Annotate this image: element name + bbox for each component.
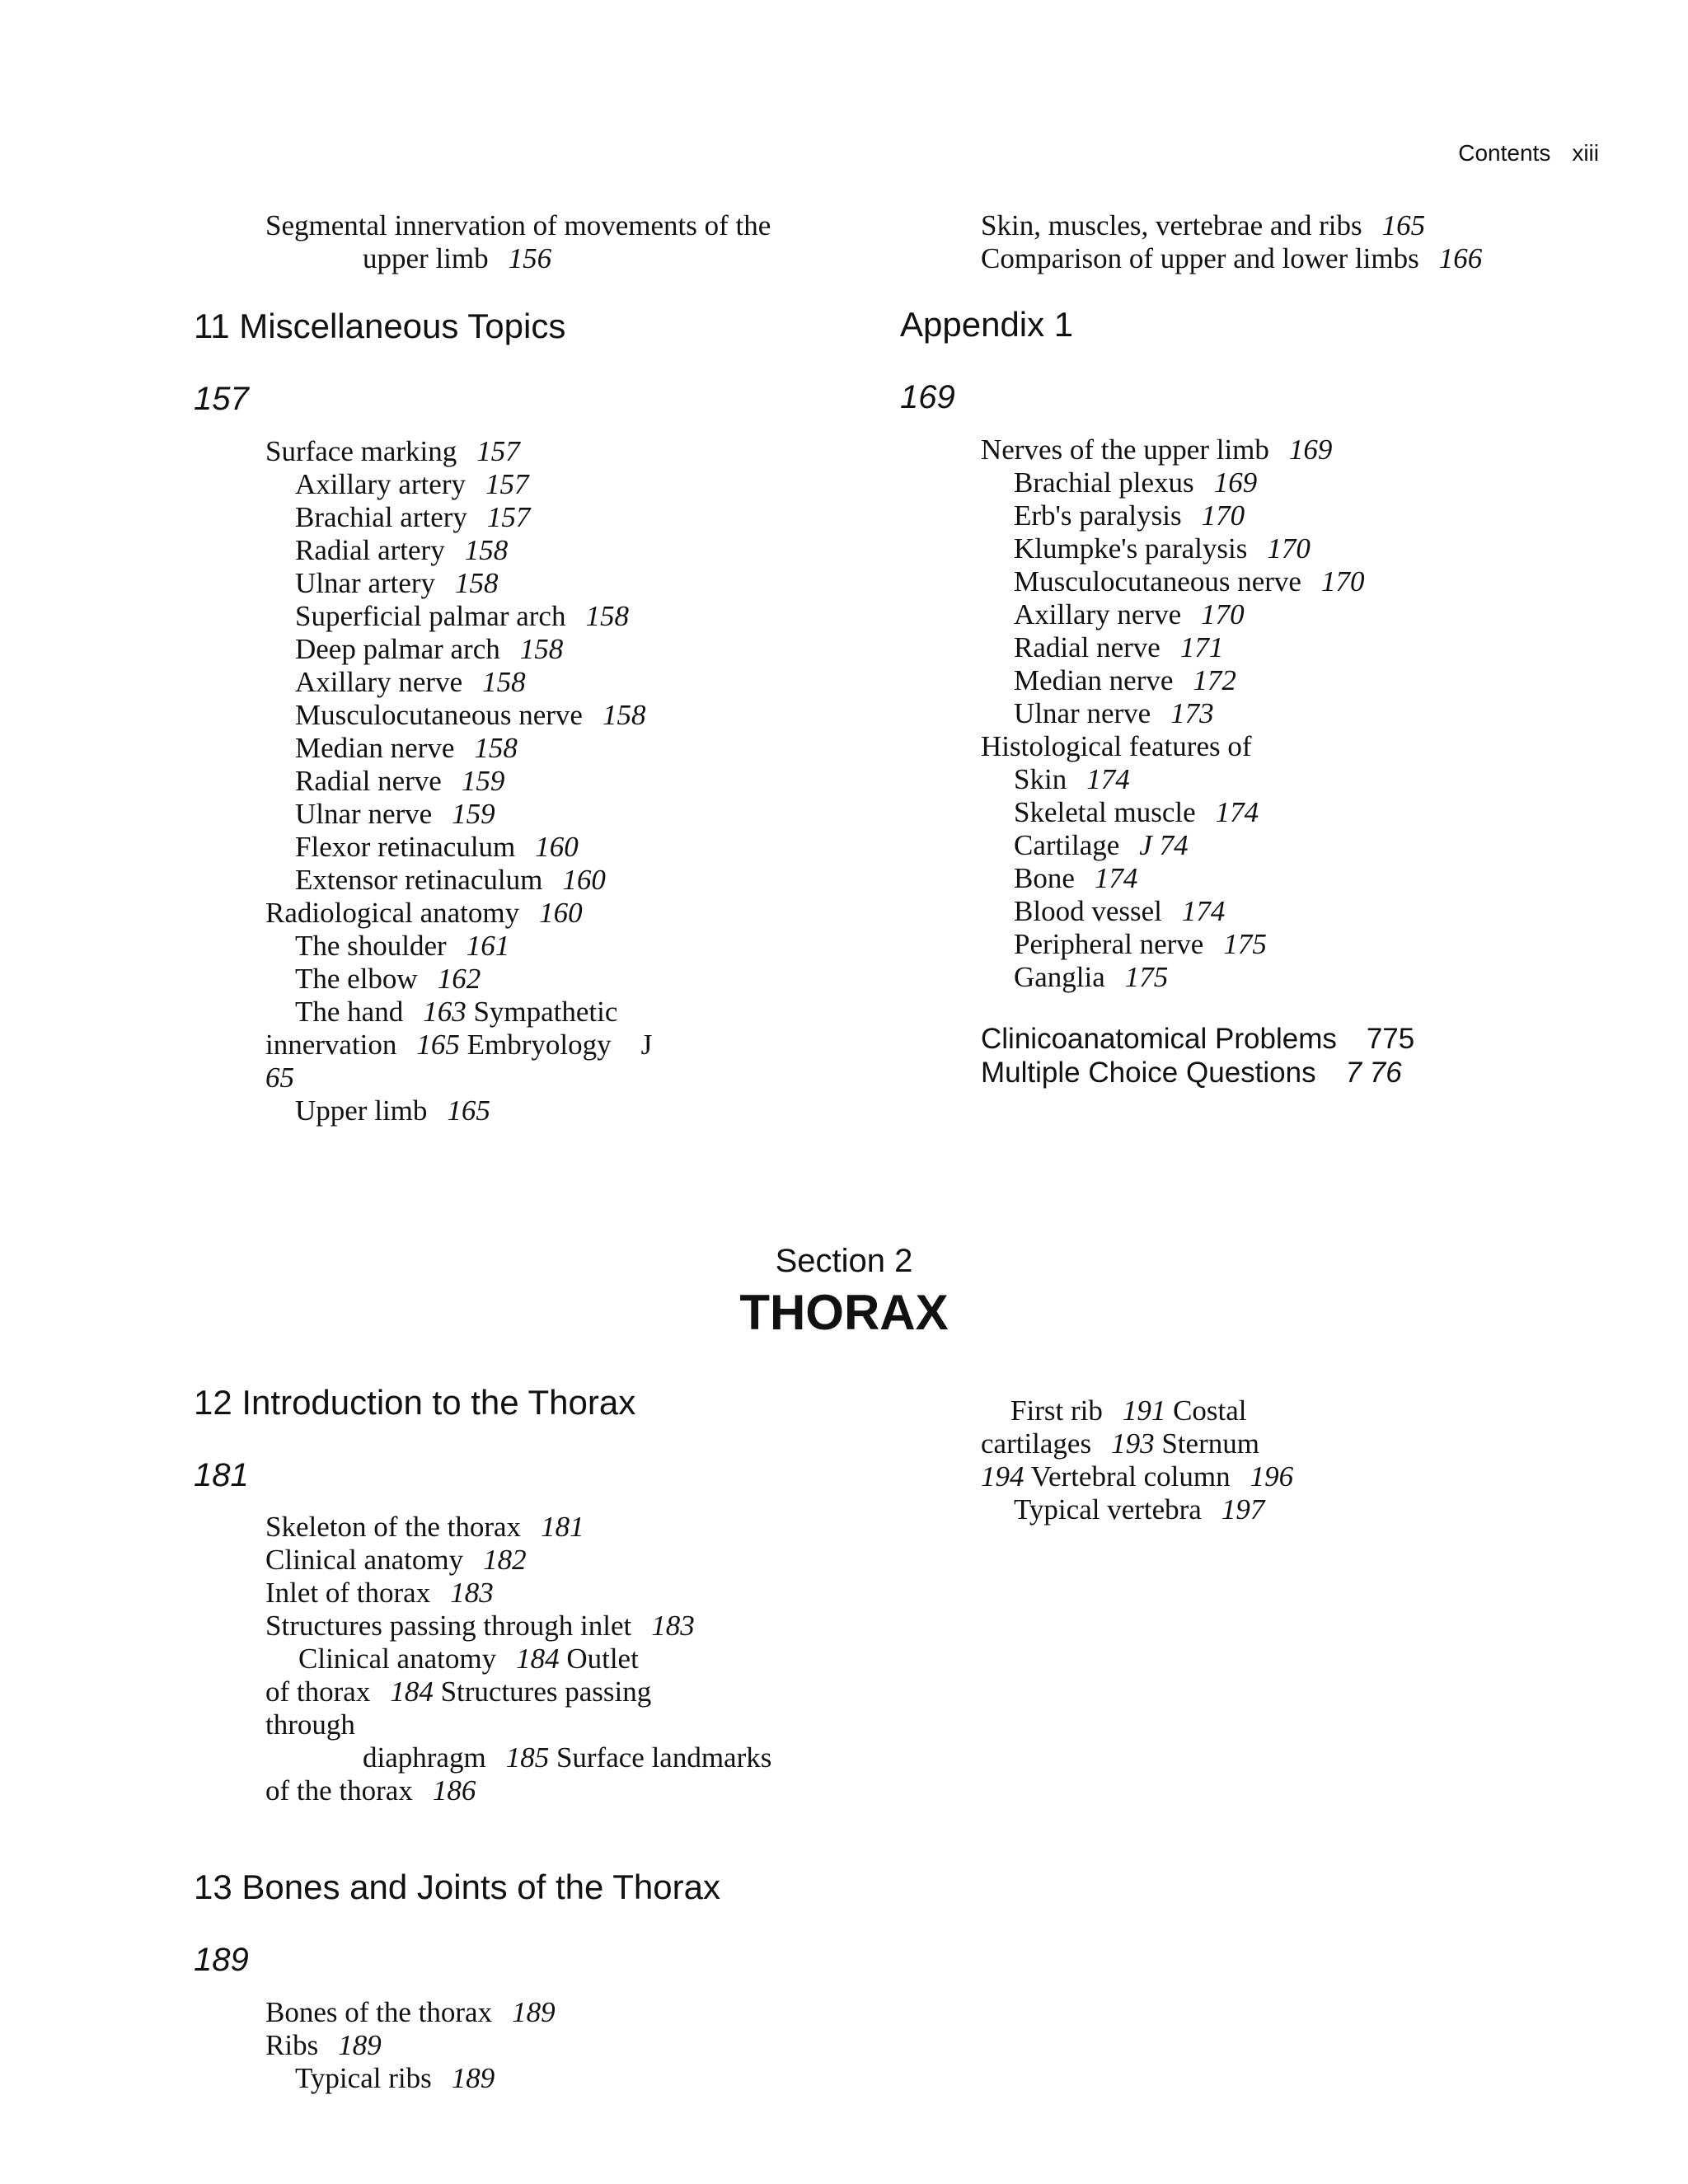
toc-entry[interactable]: Median nerve 172 bbox=[1014, 664, 1236, 696]
toc-entry[interactable]: Blood vessel 174 bbox=[1014, 895, 1226, 927]
running-header bbox=[1458, 140, 1599, 166]
toc-continuation-right-lower bbox=[981, 1394, 1293, 1526]
toc-entry[interactable]: Cartilage J 74 bbox=[1014, 829, 1189, 861]
toc-entry: Skin, muscles, vertebrae and ribs 165 bbox=[981, 209, 1426, 241]
appendix-1-entries bbox=[981, 434, 1364, 994]
toc-entry[interactable]: Surface marking 157 bbox=[265, 435, 520, 467]
toc-entry[interactable]: Upper limb 165 bbox=[295, 1094, 490, 1127]
chapter-page-number: 157 bbox=[194, 381, 249, 417]
section-label: Section 2 bbox=[775, 1243, 913, 1279]
toc-entry[interactable]: Musculocutaneous nerve 158 bbox=[295, 699, 646, 731]
toc-entry[interactable]: Clinicoanatomical Problems 775 bbox=[981, 1023, 1415, 1055]
toc-entry[interactable]: First rib 191 Costal bbox=[1010, 1394, 1247, 1427]
toc-entry[interactable]: Ribs 189 bbox=[265, 2029, 382, 2061]
toc-entry[interactable]: Brachial plexus 169 bbox=[1014, 466, 1258, 499]
toc-entry: upper limb 156 bbox=[363, 242, 552, 274]
toc-entry[interactable]: Histological features of bbox=[981, 730, 1252, 762]
toc-continuation-right bbox=[981, 209, 1482, 275]
toc-entry[interactable]: through bbox=[265, 1708, 355, 1741]
toc-entry[interactable]: Structures passing through inlet 183 bbox=[265, 1610, 695, 1642]
toc-entry[interactable]: Radiological anatomy 160 bbox=[265, 897, 583, 929]
toc-entry[interactable]: Skeletal muscle 174 bbox=[1014, 796, 1259, 828]
toc-entry[interactable]: Typical vertebra 197 bbox=[1014, 1493, 1265, 1526]
toc-entry[interactable]: The hand 163 Sympathetic bbox=[295, 996, 618, 1028]
toc-entry[interactable]: Typical ribs 189 bbox=[295, 2062, 495, 2094]
toc-entry[interactable]: Ulnar artery 158 bbox=[295, 567, 499, 599]
appendix-page-number: 169 bbox=[900, 379, 955, 415]
toc-entry[interactable]: Multiple Choice Questions 7 76 bbox=[981, 1057, 1402, 1089]
supplementary-entries bbox=[981, 1022, 1414, 1090]
chapter-title[interactable]: 13 Bones and Joints of the Thorax bbox=[194, 1868, 720, 1906]
toc-entry[interactable]: Flexor retinaculum 160 bbox=[295, 831, 579, 863]
toc-entry[interactable]: Axillary nerve 158 bbox=[295, 666, 526, 698]
appendix-title[interactable]: Appendix 1 bbox=[900, 305, 1074, 344]
toc-entry[interactable]: of the thorax 186 bbox=[265, 1774, 476, 1807]
toc-entry[interactable]: 65 bbox=[265, 1062, 294, 1094]
toc-entry[interactable]: Nerves of the upper limb 169 bbox=[981, 434, 1333, 466]
toc-entry[interactable]: The elbow 162 bbox=[295, 963, 481, 995]
toc-entry[interactable]: of thorax 184 Structures passing bbox=[265, 1675, 652, 1708]
toc-entry[interactable]: Erb's paralysis 170 bbox=[1014, 499, 1245, 532]
section-title: THORAX bbox=[739, 1285, 949, 1340]
toc-entry[interactable]: cartilages 193 Sternum bbox=[981, 1427, 1259, 1460]
toc-entry[interactable]: Clinical anatomy 182 bbox=[265, 1544, 527, 1576]
toc-entry[interactable]: diaphragm 185 Surface landmarks bbox=[363, 1741, 772, 1774]
chapter-13-entries bbox=[265, 1996, 556, 2095]
toc-entry[interactable]: Deep palmar arch 158 bbox=[295, 633, 564, 665]
toc-entry[interactable]: Median nerve 158 bbox=[295, 732, 518, 764]
chapter-page-number: 181 bbox=[194, 1457, 249, 1493]
toc-entry[interactable]: Bone 174 bbox=[1014, 862, 1138, 894]
toc-entry[interactable]: Skeleton of the thorax 181 bbox=[265, 1511, 584, 1543]
toc-entry[interactable]: The shoulder 161 bbox=[295, 930, 510, 962]
toc-entry[interactable]: Extensor retinaculum 160 bbox=[295, 864, 606, 896]
toc-entry[interactable]: Axillary artery 157 bbox=[295, 468, 529, 500]
toc-entry[interactable]: Radial nerve 159 bbox=[295, 765, 505, 797]
toc-entry[interactable]: Radial nerve 171 bbox=[1014, 631, 1224, 663]
toc-entry[interactable]: innervation 165 Embryology J bbox=[265, 1029, 653, 1061]
toc-entry[interactable]: Bones of the thorax 189 bbox=[265, 1996, 556, 2028]
toc-entry: Comparison of upper and lower limbs 166 bbox=[981, 242, 1483, 274]
toc-entry[interactable]: Ulnar nerve 159 bbox=[295, 798, 495, 830]
chapter-12-entries bbox=[265, 1511, 771, 1807]
toc-continuation-left bbox=[265, 209, 771, 275]
header-page-number: xiii bbox=[1572, 140, 1599, 166]
toc-entry[interactable]: Radial artery 158 bbox=[295, 534, 509, 566]
toc-entry[interactable]: Superficial palmar arch 158 bbox=[295, 600, 629, 632]
toc-entry[interactable]: Klumpke's paralysis 170 bbox=[1014, 532, 1311, 565]
chapter-11-entries bbox=[265, 435, 652, 1127]
chapter-page-number: 189 bbox=[194, 1942, 249, 1978]
toc-entry[interactable]: Clinical anatomy 184 Outlet bbox=[298, 1643, 639, 1675]
chapter-title[interactable]: 11 Miscellaneous Topics bbox=[194, 307, 566, 345]
toc-entry: Segmental innervation of movements of the bbox=[265, 209, 771, 241]
header-label: Contents bbox=[1458, 140, 1551, 166]
toc-entry[interactable]: Inlet of thorax 183 bbox=[265, 1577, 494, 1609]
toc-entry[interactable]: Brachial artery 157 bbox=[295, 501, 531, 533]
chapter-title[interactable]: 12 Introduction to the Thorax bbox=[194, 1383, 636, 1422]
toc-entry[interactable]: Axillary nerve 170 bbox=[1014, 598, 1245, 630]
toc-entry[interactable]: 194 Vertebral column 196 bbox=[981, 1460, 1294, 1493]
toc-entry[interactable]: Ulnar nerve 173 bbox=[1014, 697, 1214, 729]
toc-entry[interactable]: Ganglia 175 bbox=[1014, 961, 1169, 993]
toc-entry[interactable]: Musculocutaneous nerve 170 bbox=[1014, 565, 1365, 598]
toc-entry[interactable]: Peripheral nerve 175 bbox=[1014, 928, 1267, 960]
toc-entry[interactable]: Skin 174 bbox=[1014, 763, 1130, 795]
